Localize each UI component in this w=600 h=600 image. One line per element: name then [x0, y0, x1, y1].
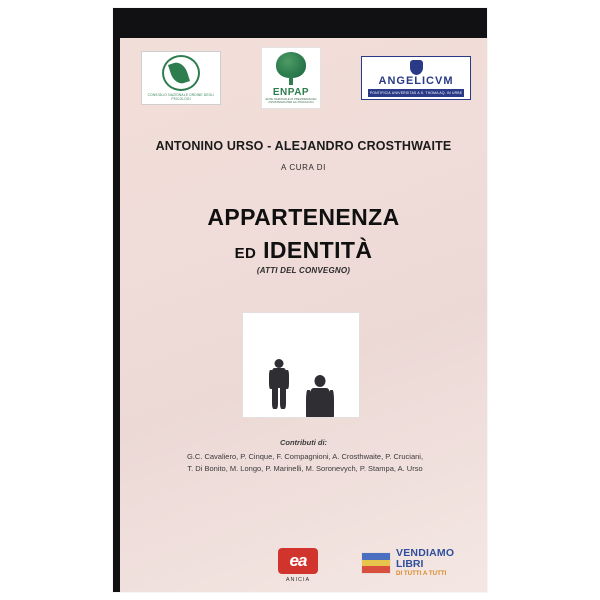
publisher-mark: ea	[278, 548, 318, 574]
vendiamo-libri-badge	[361, 548, 473, 578]
publisher-name: ANICIA	[285, 577, 311, 583]
badge-line2: LIBRI	[396, 558, 424, 571]
angelicum-logo	[361, 56, 471, 100]
cover-title-line2-conjunction: ED	[234, 245, 257, 262]
badge-line1: VENDIAMO	[396, 547, 455, 560]
enpap-logo-text: ENTE NAZIONALE DI PREVIDENZA ED ASSISTENZA PER GLI PSICOLOGI	[265, 96, 317, 104]
cover-curation-note: A CURA DI	[281, 163, 326, 172]
angelicum-logo-text: PONTIFICIA UNIVERSITAS A S. THOMA AQ. IN URBE	[369, 90, 463, 95]
cover-subtitle: (ATTI DEL CONVEGNO)	[256, 266, 351, 275]
contributors-line: T. Di Bonito, M. Longo, P. Marinelli, M. Soronevych, P. Stampa, A. Urso	[187, 463, 423, 473]
cover-authors: ANTONINO URSO - ALEJANDRO CROSTHWAITE	[155, 139, 452, 153]
publisher-logo	[263, 548, 333, 583]
tree-icon	[273, 52, 309, 86]
badge-line3: DI TUTTI A TUTTI	[396, 570, 447, 578]
sponsor-logos	[141, 46, 471, 110]
flag-icon	[361, 552, 391, 574]
angelicum-logo-acronym: ANGELICVM	[378, 74, 454, 87]
contributors-list	[140, 451, 470, 474]
crest-icon	[410, 60, 423, 75]
ordine-psicologi-logo-text: CONSIGLIO NAZIONALE ORDINE DEGLI PSICOLOGI	[147, 93, 215, 101]
contributors-line: G.C. Cavaliero, P. Cinque, F. Compagnioni, A. Crosthwaite, P. Cruciani,	[186, 452, 424, 461]
ordine-psicologi-logo	[141, 51, 221, 105]
cover-illustration	[242, 312, 360, 418]
enpap-logo	[261, 47, 321, 109]
child-silhouette-icon	[269, 359, 289, 409]
book-cover	[113, 8, 487, 592]
enpap-logo-acronym: ENPAP	[272, 86, 310, 98]
cover-top-band	[113, 8, 487, 38]
cover-title-line2-main: IDENTITÀ	[263, 237, 373, 263]
cover-title-line1: APPARTENENZA	[207, 204, 400, 230]
cover-title	[120, 204, 487, 264]
adult-silhouette-icon	[305, 375, 335, 418]
cover-spine	[113, 8, 120, 592]
contributors-label: Contributi di:	[279, 438, 328, 447]
leaf-circle-icon	[162, 55, 200, 91]
